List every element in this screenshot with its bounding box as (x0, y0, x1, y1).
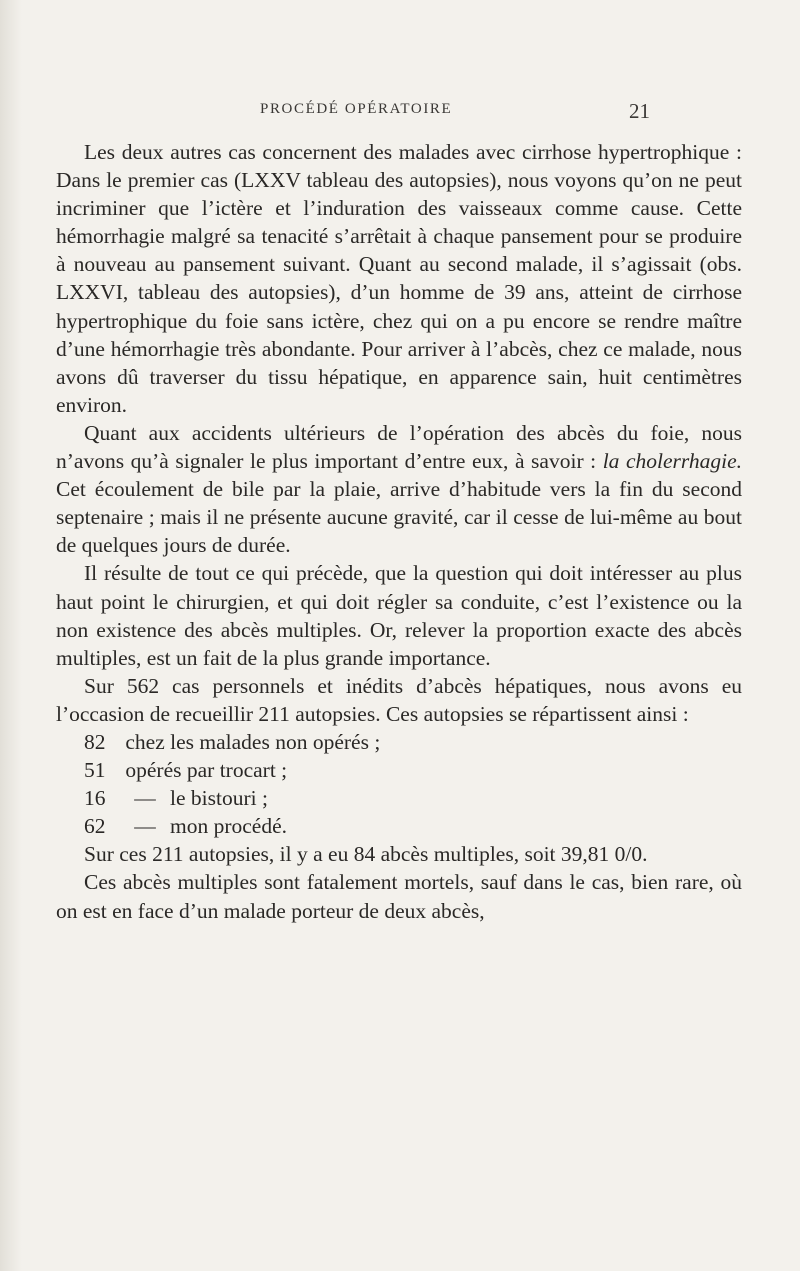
list-item-ditto-dash: — (134, 786, 156, 811)
page-edge-shadow (0, 0, 22, 1271)
list-item-text: le bistouri ; (170, 786, 268, 811)
list-item (56, 728, 742, 756)
list-item-number: 82 (84, 729, 106, 754)
list-item (56, 812, 742, 840)
list-item-number: 62 (84, 814, 106, 839)
page-header (250, 99, 650, 123)
list-item-number: 51 (84, 758, 106, 783)
cholerrhagie-description: Cet écoulement de bile par la plaie, arrive d’habitude vers la fin du second septenaire ; mais il ne présente aucune gravité, car il cesse de lui-même au bout de quelques jours de durée. (56, 477, 742, 558)
cholerrhagie-term: la cholerrhagie. (602, 449, 743, 474)
autopsy-distribution-list (56, 728, 742, 840)
list-item (56, 756, 742, 784)
body-text (56, 138, 742, 925)
page-number: 21 (629, 99, 650, 123)
running-title: PROCÉDÉ OPÉRATOIRE (260, 101, 453, 117)
paragraph-result: Sur ces 211 autopsies, il y a eu 84 abcès multiples, soit 39,81 0/0. (84, 842, 648, 867)
list-item-text: chez les malades non opérés ; (125, 729, 381, 754)
list-item-text: mon procédé. (170, 814, 288, 839)
list-item-text: opérés par trocart ; (125, 758, 288, 783)
list-item-ditto-dash: — (134, 814, 156, 839)
paragraph-autopsies: Sur 562 cas personnels et inédits d’abcès hépatiques, nous avons eu l’occasion de recueillir 211 autopsies. Ces autopsies se répartissent ainsi : (56, 673, 742, 726)
list-item-number: 16 (84, 786, 106, 811)
paragraph-accidents (56, 419, 742, 559)
list-item (56, 784, 742, 812)
paragraph-abces-multiples: Il résulte de tout ce qui précède, que la question qui doit intéresser au plus haut point le chirurgien, et qui doit régler sa conduite, c’est l’existence ou la non existence des abcès multiples. Or, relever la proportion exacte des abcès multiples, est un fait de la plus grande importance. (56, 561, 742, 670)
paragraph-accidents-lead: Quant aux accidents ultérieurs de l’opération des abcès du foie, nous n’avons qu’à signaler le plus important d’entre eux, à savoir : (56, 420, 742, 474)
paragraph-conclusion: Ces abcès multiples sont fatalement mortels, sauf dans le cas, bien rare, où on est en face d’un malade porteur de deux abcès, (56, 870, 742, 923)
paragraph-cirrhose: Les deux autres cas concernent des malades avec cirrhose hypertrophique : Dans le premier cas (LXXV tableau des autopsies), nous voyons qu’on ne peut incriminer que l’ictère et l’induration des vaisseaux comme cause. Cette hémorrhagie malgré sa tenacité s’arrêtait à chaque pansement pour se produire à nouveau au pansement suivant. Quant au second malade, il s’agissait (obs. LXXVI, tableau des autopsies), d’un homme de 39 ans, atteint de cirrhose hypertrophique du foie sans ictère, chez qui on a pu encore se rendre maître d’une hémorrhagie très abondante. Pour arriver à l’abcès, chez ce malade, nous avons dû traverser du tissu hépatique, en apparence sain, huit centimètres environ. (56, 140, 742, 417)
